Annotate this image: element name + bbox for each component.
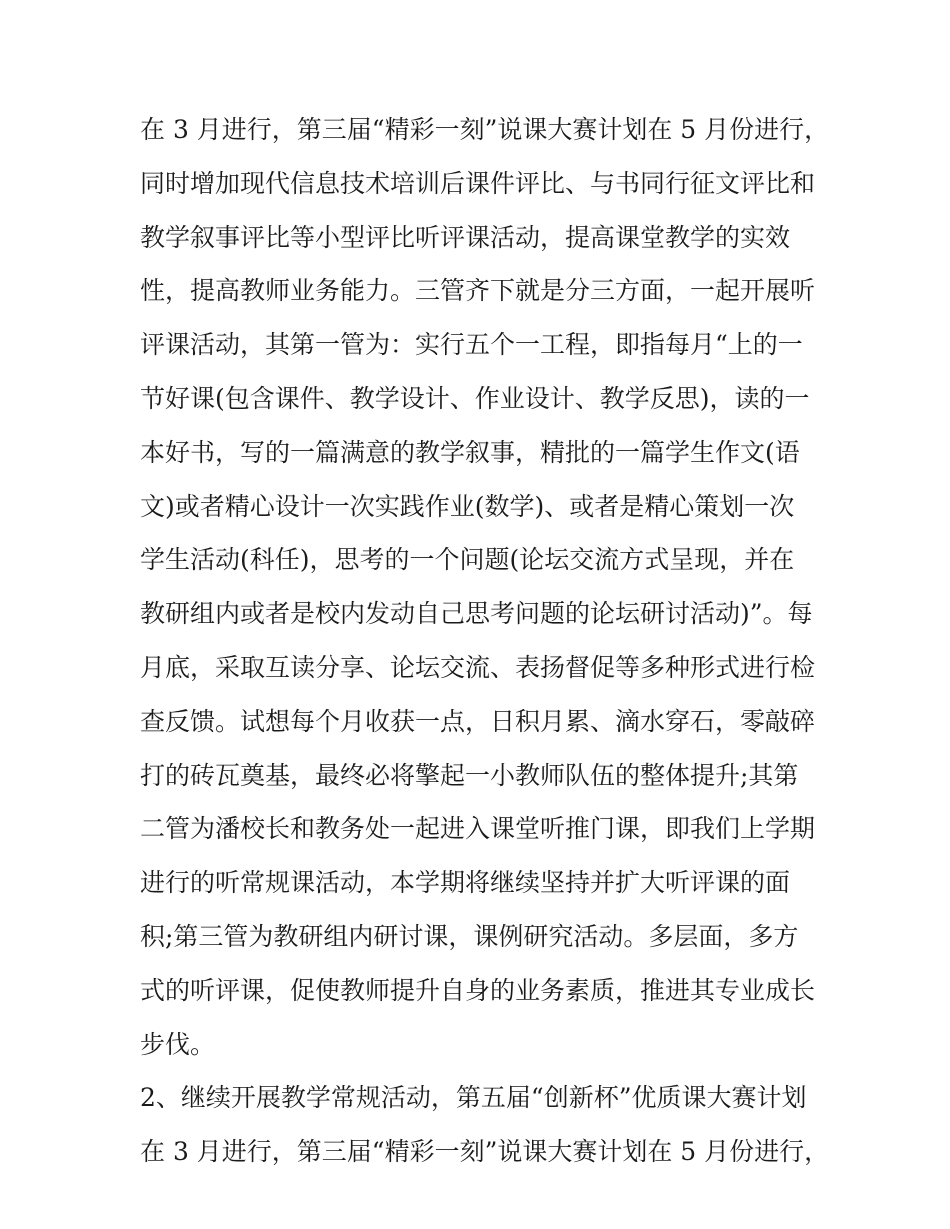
text-line: 教学叙事评比等小型评比听评课活动，提高课堂教学的实效 bbox=[140, 222, 791, 252]
body-text bbox=[140, 103, 840, 1179]
text-line: 打的砖瓦奠基，最终必将擎起一小教师队伍的整体提升;其第 bbox=[140, 760, 799, 790]
text-line: 步伐。 bbox=[140, 1029, 216, 1059]
text-line: 月底，采取互读分享、论坛交流、表扬督促等多种形式进行检 bbox=[140, 652, 816, 682]
text-line: 性，提高教师业务能力。三管齐下就是分三方面，一起开展听 bbox=[140, 276, 816, 306]
text-line: 节好课(包含课件、教学设计、作业设计、教学反思)，读的一 bbox=[140, 383, 810, 413]
text-line: 式的听评课，促使教师提升自身的业务素质，推进其专业成长 bbox=[140, 975, 816, 1005]
text-line: 查反馈。试想每个月收获一点，日积月累、滴水穿石，零敲碎 bbox=[140, 706, 816, 736]
text-line: 在 3 月进行，第三届“精彩一刻”说课大赛计划在 5 月份进行， bbox=[140, 1137, 830, 1167]
text-line: 评课活动，其第一管为：实行五个一工程，即指每月“上的一 bbox=[140, 330, 803, 360]
text-line: 在 3 月进行，第三届“精彩一刻”说课大赛计划在 5 月份进行， bbox=[140, 115, 830, 144]
text-line: 文)或者精心设计一次实践作业(数学)、或者是精心策划一次 bbox=[140, 491, 795, 521]
text-line: 积;第三管为教研组内研讨课，课例研究活动。多层面，多方 bbox=[140, 921, 799, 951]
text-line: 2、继续开展教学常规活动，第五届“创新杯”优质课大赛计划 bbox=[140, 1083, 807, 1113]
text-line: 进行的听常规课活动，本学期将继续坚持并扩大听评课的面 bbox=[140, 868, 791, 898]
text-line: 本好书，写的一篇满意的教学叙事，精批的一篇学生作文(语 bbox=[140, 437, 800, 467]
text-line: 二管为潘校长和教务处一起进入课堂听推门课，即我们上学期 bbox=[140, 814, 816, 844]
text-line: 教研组内或者是校内发动自己思考问题的论坛研讨活动)”。每 bbox=[140, 599, 813, 629]
text-line: 学生活动(科任)，思考的一个问题(论坛交流方式呈现，并在 bbox=[140, 545, 795, 575]
text-line: 同时增加现代信息技术培训后课件评比、与书同行征文评比和 bbox=[140, 168, 816, 198]
